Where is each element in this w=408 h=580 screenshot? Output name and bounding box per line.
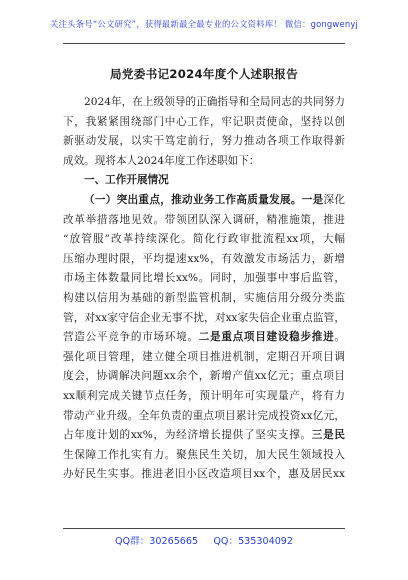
emphasis-text: 二是重点项目建设稳步推进 [198, 331, 335, 344]
paragraph-line: 下，我紧紧围绕部门中心工作，牢记职责使命，坚持以创 [63, 115, 345, 128]
paragraph-line: 改革举措落地见效。带领团队深入调研，精准施策，推进 [63, 213, 345, 226]
section-heading: 一、工作开展情况 [84, 174, 169, 187]
emphasis-text: 民 [334, 429, 345, 442]
emphasis-text: 一是 [301, 193, 324, 206]
paragraph-line [63, 191, 345, 211]
contact-footer: QQ群：30265665 QQ：535304092 [115, 536, 293, 547]
emphasis-text: 三是 [311, 429, 335, 442]
paragraph-line: 强化项目管理，建立健全项目推进机制，定期召开项目调 [63, 350, 345, 363]
paragraph-line: 成效。现将本人2024年度工作述职如下： [63, 154, 260, 167]
paragraph-line: 带动产业升级。全年负责的重点项目累计完成投资xx亿元， [63, 409, 345, 422]
paragraph-line: 生保障工作扎实有力。聚焦民生关切，加大民生领域投入 [63, 448, 345, 461]
document-body [63, 93, 345, 485]
paragraph-line [63, 426, 345, 446]
subsection-heading: （一）突出重点，推动业务工作高质量发展。 [84, 193, 302, 206]
paragraph-line: 压缩办理时限，平均提速xx%，有效激发市场活力，新增 [63, 252, 345, 265]
paragraph-line: 办好民生实事。推进老旧小区改造项目xx个，惠及居民xx [63, 468, 345, 481]
paragraph-line: 2024年，在上级领导的正确指导和全局同志的共同努力 [84, 96, 345, 108]
paragraph-line: xx顺利完成关键节点任务，预计明年可实现量产，将有力 [63, 389, 345, 402]
paragraph-line [63, 328, 345, 348]
document-title: 局党委书记2024年度个人述职报告 [109, 67, 299, 81]
paragraph-line: “放管服”改革持续深化。简化行政审批流程xx项，大幅 [63, 233, 345, 246]
paragraph-line: 度会，协调解决问题xx余个，新增产值xx亿元；重点项目 [63, 370, 345, 383]
promo-header: 关注头条号“公文研究”，获得最新最全最专业的公文资料库！ 微信：gongwenyj [49, 19, 359, 29]
paragraph-line: 管，对xx家守信企业无事不扰，对xx家失信企业重点监管， [63, 311, 345, 324]
footer-divider [63, 528, 345, 529]
text-run: 占年度计划的xx%，为经济增长提供了坚实支撑。 [63, 429, 312, 442]
paragraph-line: 新驱动发展，以实干笃定前行，努力推动各项工作取得新 [63, 135, 345, 148]
text-run: 深化 [323, 193, 345, 206]
header-divider [63, 43, 345, 44]
paragraph-line: 构建以信用为基础的新型监管机制，实施信用分级分类监 [63, 291, 345, 304]
paragraph-line: 市场主体数量同比增长xx%。同时，加强事中事后监管， [63, 272, 345, 285]
text-run: 。 [334, 331, 345, 344]
text-run: 营造公平竞争的市场环境。 [63, 331, 199, 344]
